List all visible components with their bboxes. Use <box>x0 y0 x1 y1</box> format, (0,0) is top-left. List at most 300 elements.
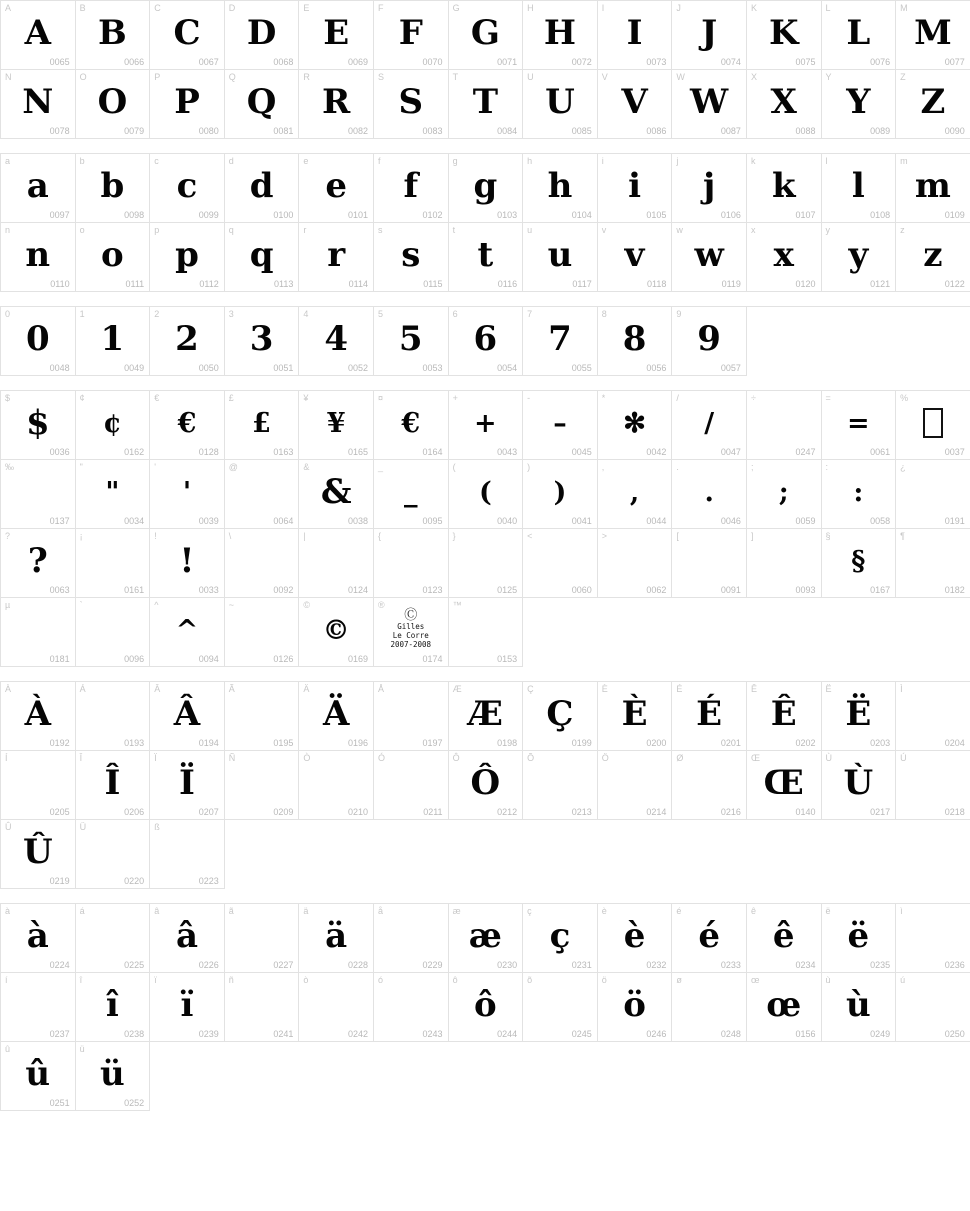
glyph-preview: y <box>848 235 869 275</box>
glyph-cell[interactable] <box>76 751 151 820</box>
glyph-cell[interactable] <box>747 70 822 139</box>
glyph-char-label: _ <box>377 462 383 472</box>
glyph-preview: d <box>249 166 274 206</box>
glyph-cell[interactable] <box>76 70 151 139</box>
glyph-char-label: ™ <box>452 600 462 610</box>
glyph-cell[interactable] <box>449 70 524 139</box>
glyph-cell[interactable] <box>225 529 300 598</box>
glyph-code-label: 0074 <box>720 57 741 67</box>
glyph-cell[interactable] <box>150 460 225 529</box>
glyph-cell[interactable] <box>449 904 524 973</box>
glyph-code-label: 0242 <box>347 1029 368 1039</box>
glyph-cell[interactable] <box>523 1 598 70</box>
glyph-preview: Ê <box>770 694 797 734</box>
glyph-preview: 6 <box>473 319 498 359</box>
glyph-cell[interactable] <box>896 154 970 223</box>
glyph-cell[interactable] <box>225 904 300 973</box>
glyph-cell[interactable] <box>1 154 76 223</box>
glyph-code-label: 0210 <box>347 807 368 817</box>
glyph-cell[interactable] <box>299 973 374 1042</box>
glyph-char-label: c <box>154 156 159 166</box>
glyph-cell[interactable] <box>76 1 151 70</box>
glyph-char-label: Ö <box>601 753 609 763</box>
glyph-cell[interactable] <box>822 154 897 223</box>
glyph-cell[interactable] <box>822 529 897 598</box>
glyph-cell[interactable] <box>449 307 524 376</box>
glyph-char-label: g <box>452 156 458 166</box>
glyph-cell[interactable] <box>672 391 747 460</box>
glyph-char-label: T <box>452 72 459 82</box>
glyph-code-label: 0156 <box>795 1029 816 1039</box>
glyph-code-label: 0073 <box>646 57 667 67</box>
glyph-char-label: s <box>377 225 383 235</box>
glyph-char-label: : <box>825 462 829 472</box>
glyph-cell[interactable] <box>747 154 822 223</box>
glyph-char-label: ¶ <box>900 531 905 541</box>
glyph-cell[interactable] <box>449 751 524 820</box>
glyph-char-label: ‰ <box>5 462 14 472</box>
glyph-cell[interactable] <box>76 1042 151 1111</box>
glyph-char-label: Ô <box>452 753 460 763</box>
glyph-char-label: j <box>676 156 679 166</box>
glyph-cell[interactable] <box>672 973 747 1042</box>
glyph-code-label: 0174 <box>422 654 443 664</box>
glyph-code-label: 0043 <box>497 447 518 457</box>
glyph-cell[interactable] <box>672 307 747 376</box>
glyph-cell-blank <box>672 820 747 889</box>
glyph-cell[interactable] <box>299 682 374 751</box>
glyph-cell[interactable] <box>822 973 897 1042</box>
glyph-char-label: Œ <box>750 753 760 763</box>
glyph-char-label: Á <box>79 684 86 694</box>
glyph-code-label: 0092 <box>273 585 294 595</box>
glyph-char-label: ! <box>154 531 157 541</box>
glyph-preview: r <box>327 235 346 275</box>
glyph-code-label: 0245 <box>571 1029 592 1039</box>
glyph-char-label: a <box>5 156 11 166</box>
glyph-cell[interactable] <box>1 973 76 1042</box>
glyph-cell[interactable] <box>225 598 300 667</box>
glyph-char-label: H <box>527 3 534 13</box>
glyph-cell[interactable] <box>299 529 374 598</box>
glyph-cell[interactable] <box>299 223 374 292</box>
glyph-code-label: 0069 <box>347 57 368 67</box>
glyph-cell[interactable] <box>76 460 151 529</box>
glyph-cell[interactable] <box>822 70 897 139</box>
glyph-char-label: œ <box>750 975 760 985</box>
glyph-char-label: | <box>303 531 306 541</box>
glyph-cell[interactable] <box>299 391 374 460</box>
glyph-cell[interactable] <box>1 391 76 460</box>
glyph-cell[interactable] <box>747 1 822 70</box>
glyph-cell[interactable] <box>449 682 524 751</box>
glyph-cell[interactable] <box>822 1 897 70</box>
glyph-cell[interactable] <box>374 904 449 973</box>
glyph-char-label: k <box>750 156 756 166</box>
glyph-cell[interactable] <box>523 70 598 139</box>
glyph-preview: ü <box>100 1054 125 1094</box>
glyph-cell[interactable] <box>598 70 673 139</box>
glyph-code-label: 0096 <box>124 654 145 664</box>
glyph-cell[interactable] <box>896 529 970 598</box>
glyph-cell[interactable] <box>672 70 747 139</box>
glyph-cell[interactable] <box>374 223 449 292</box>
glyph-char-label: w <box>676 225 683 235</box>
glyph-cell[interactable] <box>299 307 374 376</box>
glyph-cell[interactable] <box>150 223 225 292</box>
glyph-code-label: 0205 <box>49 807 70 817</box>
glyph-cell[interactable] <box>747 682 822 751</box>
glyph-char-label: v <box>601 225 607 235</box>
glyph-cell[interactable] <box>150 391 225 460</box>
glyph-cell[interactable] <box>449 460 524 529</box>
glyph-cell[interactable] <box>822 751 897 820</box>
glyph-cell[interactable] <box>374 529 449 598</box>
glyph-code-label: 0128 <box>198 447 219 457</box>
glyph-cell[interactable] <box>672 154 747 223</box>
glyph-char-label: L <box>825 3 831 13</box>
glyph-char-label: + <box>452 393 458 403</box>
glyph-code-label: 0211 <box>423 807 443 817</box>
glyph-preview: c <box>176 166 198 206</box>
glyph-cell[interactable] <box>225 154 300 223</box>
glyph-code-label: 0086 <box>646 126 667 136</box>
glyph-cell[interactable] <box>449 154 524 223</box>
glyph-cell[interactable] <box>822 460 897 529</box>
glyph-preview: à <box>26 916 49 956</box>
glyph-char-label: K <box>750 3 757 13</box>
glyph-cell[interactable] <box>150 307 225 376</box>
glyph-cell[interactable] <box>598 223 673 292</box>
glyph-cell[interactable] <box>896 1 970 70</box>
glyph-cell[interactable] <box>896 973 970 1042</box>
glyph-code-label: 0169 <box>347 654 368 664</box>
glyph-cell[interactable] <box>523 904 598 973</box>
glyph-cell[interactable] <box>225 391 300 460</box>
glyph-cell[interactable] <box>374 154 449 223</box>
glyph-cell[interactable] <box>76 598 151 667</box>
glyph-char-label: x <box>750 225 756 235</box>
glyph-cell[interactable] <box>747 904 822 973</box>
glyph-cell-blank <box>523 820 598 889</box>
glyph-cell[interactable] <box>299 598 374 667</box>
glyph-code-label: 0231 <box>571 960 592 970</box>
glyph-code-label: 0163 <box>273 447 294 457</box>
glyph-char-label: O <box>79 72 87 82</box>
glyph-preview: L <box>846 13 871 53</box>
glyph-cell[interactable] <box>822 391 897 460</box>
glyph-cell[interactable] <box>598 1 673 70</box>
glyph-char-label: i <box>601 156 604 166</box>
glyph-cell[interactable] <box>598 751 673 820</box>
glyph-code-label: 0161 <box>124 585 145 595</box>
glyph-cell[interactable] <box>225 973 300 1042</box>
glyph-cell[interactable] <box>449 529 524 598</box>
glyph-char-label: , <box>601 462 605 472</box>
glyph-code-label: 0248 <box>720 1029 741 1039</box>
glyph-char-label: & <box>303 462 310 472</box>
glyph-cell[interactable] <box>150 751 225 820</box>
glyph-preview: T <box>472 82 499 122</box>
glyph-cell[interactable] <box>1 460 76 529</box>
glyph-preview: _ <box>404 476 418 508</box>
glyph-char-label: Å <box>377 684 384 694</box>
glyph-cell[interactable] <box>150 973 225 1042</box>
glyph-cell[interactable] <box>747 460 822 529</box>
glyph-preview: v <box>624 235 645 275</box>
glyph-code-label: 0123 <box>422 585 443 595</box>
glyph-cell[interactable] <box>225 460 300 529</box>
glyph-cell[interactable] <box>896 751 970 820</box>
glyph-cell[interactable] <box>598 154 673 223</box>
glyph-cell[interactable] <box>299 1 374 70</box>
glyph-code-label: 0101 <box>347 210 368 220</box>
glyph-cell[interactable] <box>1 529 76 598</box>
glyph-cell[interactable] <box>1 307 76 376</box>
glyph-cell[interactable] <box>672 904 747 973</box>
glyph-code-label: 0225 <box>124 960 145 970</box>
glyph-char-label: ¡ <box>79 531 83 541</box>
glyph-cell[interactable] <box>150 154 225 223</box>
glyph-cell[interactable] <box>1 751 76 820</box>
glyph-cell[interactable] <box>1 223 76 292</box>
glyph-cell[interactable] <box>374 70 449 139</box>
glyph-char-label: è <box>601 906 607 916</box>
glyph-code-label: 0233 <box>720 960 741 970</box>
glyph-code-label: 0229 <box>422 960 443 970</box>
glyph-block-lowercase-latin <box>0 153 970 292</box>
glyph-cell[interactable] <box>523 154 598 223</box>
glyph-code-label: 0117 <box>572 279 592 289</box>
glyph-cell[interactable] <box>672 529 747 598</box>
glyph-cell[interactable] <box>76 682 151 751</box>
glyph-cell[interactable] <box>822 223 897 292</box>
glyph-cell[interactable] <box>1 1 76 70</box>
glyph-cell[interactable] <box>896 904 970 973</box>
glyph-cell[interactable] <box>822 904 897 973</box>
glyph-cell[interactable] <box>374 307 449 376</box>
glyph-cell[interactable] <box>598 460 673 529</box>
glyph-cell[interactable] <box>150 682 225 751</box>
glyph-cell[interactable] <box>747 529 822 598</box>
glyph-cell[interactable] <box>150 904 225 973</box>
glyph-cell[interactable] <box>299 460 374 529</box>
glyph-cell[interactable] <box>672 460 747 529</box>
glyph-cell[interactable] <box>374 751 449 820</box>
glyph-char-label: o <box>79 225 85 235</box>
glyph-cell[interactable] <box>747 751 822 820</box>
glyph-code-label: 0108 <box>870 210 891 220</box>
glyph-cell[interactable] <box>150 529 225 598</box>
glyph-cell[interactable] <box>76 154 151 223</box>
glyph-cell[interactable] <box>374 1 449 70</box>
glyph-cell[interactable] <box>672 751 747 820</box>
glyph-char-label: ë <box>825 906 831 916</box>
glyph-cell[interactable] <box>822 682 897 751</box>
glyph-cell[interactable] <box>598 529 673 598</box>
glyph-cell[interactable] <box>76 904 151 973</box>
glyph-cell[interactable] <box>449 391 524 460</box>
glyph-code-label: 0220 <box>124 876 145 886</box>
glyph-preview: Â <box>173 694 201 734</box>
glyph-code-label: 0057 <box>720 363 741 373</box>
glyph-cell[interactable] <box>672 223 747 292</box>
glyph-cell[interactable] <box>374 598 449 667</box>
glyph-preview: S <box>398 82 424 122</box>
glyph-code-label: 0049 <box>124 363 145 373</box>
glyph-cell[interactable] <box>523 307 598 376</box>
glyph-cell[interactable] <box>449 1 524 70</box>
glyph-cell[interactable] <box>150 1 225 70</box>
glyph-code-label: 0039 <box>198 516 219 526</box>
glyph-char-label: V <box>601 72 608 82</box>
glyph-char-label: Ó <box>377 753 385 763</box>
glyph-code-label: 0089 <box>870 126 891 136</box>
glyph-char-label: M <box>900 3 908 13</box>
glyph-char-label: W <box>676 72 685 82</box>
glyph-cell[interactable] <box>1 820 76 889</box>
glyph-cell[interactable] <box>672 1 747 70</box>
glyph-char-label: Ù <box>825 753 833 763</box>
glyph-cell[interactable] <box>598 973 673 1042</box>
glyph-cell[interactable] <box>1 70 76 139</box>
glyph-cell[interactable] <box>225 751 300 820</box>
glyph-preview: V <box>621 82 648 122</box>
glyph-char-label: ß <box>154 822 160 832</box>
glyph-cell[interactable] <box>1 682 76 751</box>
glyph-preview: ) <box>553 476 567 508</box>
glyph-cell[interactable] <box>896 682 970 751</box>
glyph-cell-blank <box>449 820 524 889</box>
glyph-cell[interactable] <box>76 223 151 292</box>
glyph-cell[interactable] <box>598 904 673 973</box>
glyph-cell[interactable] <box>76 307 151 376</box>
glyph-cell[interactable] <box>747 973 822 1042</box>
glyph-cell-blank <box>896 820 970 889</box>
glyph-cell[interactable] <box>225 307 300 376</box>
glyph-cell[interactable] <box>225 682 300 751</box>
glyph-char-label: ê <box>750 906 756 916</box>
glyph-char-label: $ <box>5 393 11 403</box>
glyph-preview: & <box>320 472 352 512</box>
glyph-cell[interactable] <box>299 70 374 139</box>
glyph-code-label: 0088 <box>795 126 816 136</box>
glyph-cell[interactable] <box>523 751 598 820</box>
glyph-code-label: 0206 <box>124 807 145 817</box>
glyph-cell[interactable] <box>598 391 673 460</box>
glyph-preview: h <box>547 166 573 206</box>
glyph-code-label: 0036 <box>49 447 70 457</box>
glyph-char-label: < <box>527 531 533 541</box>
glyph-preview: Ç <box>546 694 574 734</box>
glyph-cell[interactable] <box>1 598 76 667</box>
glyph-code-label: 0084 <box>497 126 518 136</box>
glyph-preview: ; <box>778 476 789 508</box>
glyph-cell[interactable] <box>449 598 524 667</box>
glyph-cell[interactable] <box>896 391 970 460</box>
glyph-cell[interactable] <box>299 751 374 820</box>
glyph-cell[interactable] <box>1 1042 76 1111</box>
glyph-code-label: 0119 <box>721 279 741 289</box>
glyph-cell[interactable] <box>374 682 449 751</box>
glyph-cell[interactable] <box>150 820 225 889</box>
glyph-code-label: 0212 <box>497 807 518 817</box>
glyph-char-label: Ø <box>676 753 684 763</box>
glyph-code-label: 0091 <box>720 585 741 595</box>
glyph-char-label: ¤ <box>377 393 383 403</box>
glyph-cell[interactable] <box>598 307 673 376</box>
glyph-cell[interactable] <box>598 682 673 751</box>
glyph-code-label: 0110 <box>50 279 70 289</box>
glyph-cell[interactable] <box>76 529 151 598</box>
glyph-cell[interactable] <box>896 223 970 292</box>
glyph-char-label: l <box>825 156 828 166</box>
glyph-char-label: D <box>228 3 236 13</box>
glyph-cell[interactable] <box>374 391 449 460</box>
glyph-cell[interactable] <box>150 598 225 667</box>
glyph-cell[interactable] <box>76 391 151 460</box>
glyph-cell[interactable] <box>747 223 822 292</box>
glyph-preview: ê <box>772 916 795 956</box>
glyph-char-label: ô <box>452 975 458 985</box>
glyph-code-label: 0044 <box>646 516 667 526</box>
glyph-char-label: ' <box>154 462 156 472</box>
glyph-char-label: µ <box>5 600 11 610</box>
glyph-cell[interactable] <box>374 973 449 1042</box>
glyph-preview: ¢ <box>102 407 122 439</box>
glyph-cell[interactable] <box>374 460 449 529</box>
glyph-char-label: . <box>676 462 679 472</box>
glyph-preview: 7 <box>548 319 572 359</box>
glyph-code-label: 0099 <box>198 210 219 220</box>
glyph-char-label: 1 <box>79 309 85 319</box>
glyph-code-label: 0053 <box>422 363 443 373</box>
glyph-cell[interactable] <box>672 682 747 751</box>
glyph-cell[interactable] <box>449 973 524 1042</box>
glyph-char-label: * <box>601 393 606 403</box>
glyph-preview: N <box>22 82 54 122</box>
glyph-cell[interactable] <box>299 904 374 973</box>
glyph-char-label: ï <box>154 975 157 985</box>
glyph-cell[interactable] <box>1 904 76 973</box>
glyph-cell[interactable] <box>225 70 300 139</box>
glyph-cell[interactable] <box>523 529 598 598</box>
glyph-cell[interactable] <box>747 391 822 460</box>
glyph-cell[interactable] <box>523 391 598 460</box>
glyph-code-label: 0214 <box>646 807 667 817</box>
glyph-block-accented-lowercase <box>0 903 970 1111</box>
glyph-preview: Y <box>846 82 871 122</box>
glyph-cell[interactable] <box>523 973 598 1042</box>
glyph-cell[interactable] <box>523 223 598 292</box>
glyph-cell[interactable] <box>225 1 300 70</box>
glyph-cell[interactable] <box>896 70 970 139</box>
glyph-cell[interactable] <box>896 460 970 529</box>
glyph-char-label: 9 <box>676 309 682 319</box>
glyph-cell[interactable] <box>76 973 151 1042</box>
glyph-cell[interactable] <box>150 70 225 139</box>
glyph-cell[interactable] <box>225 223 300 292</box>
glyph-cell[interactable] <box>76 820 151 889</box>
glyph-char-label: À <box>5 684 12 694</box>
glyph-cell-blank <box>822 820 897 889</box>
glyph-cell[interactable] <box>299 154 374 223</box>
glyph-code-label: 0112 <box>199 279 219 289</box>
glyph-cell[interactable] <box>523 460 598 529</box>
glyph-cell[interactable] <box>523 682 598 751</box>
glyph-code-label: 0125 <box>497 585 518 595</box>
glyph-cell[interactable] <box>449 223 524 292</box>
